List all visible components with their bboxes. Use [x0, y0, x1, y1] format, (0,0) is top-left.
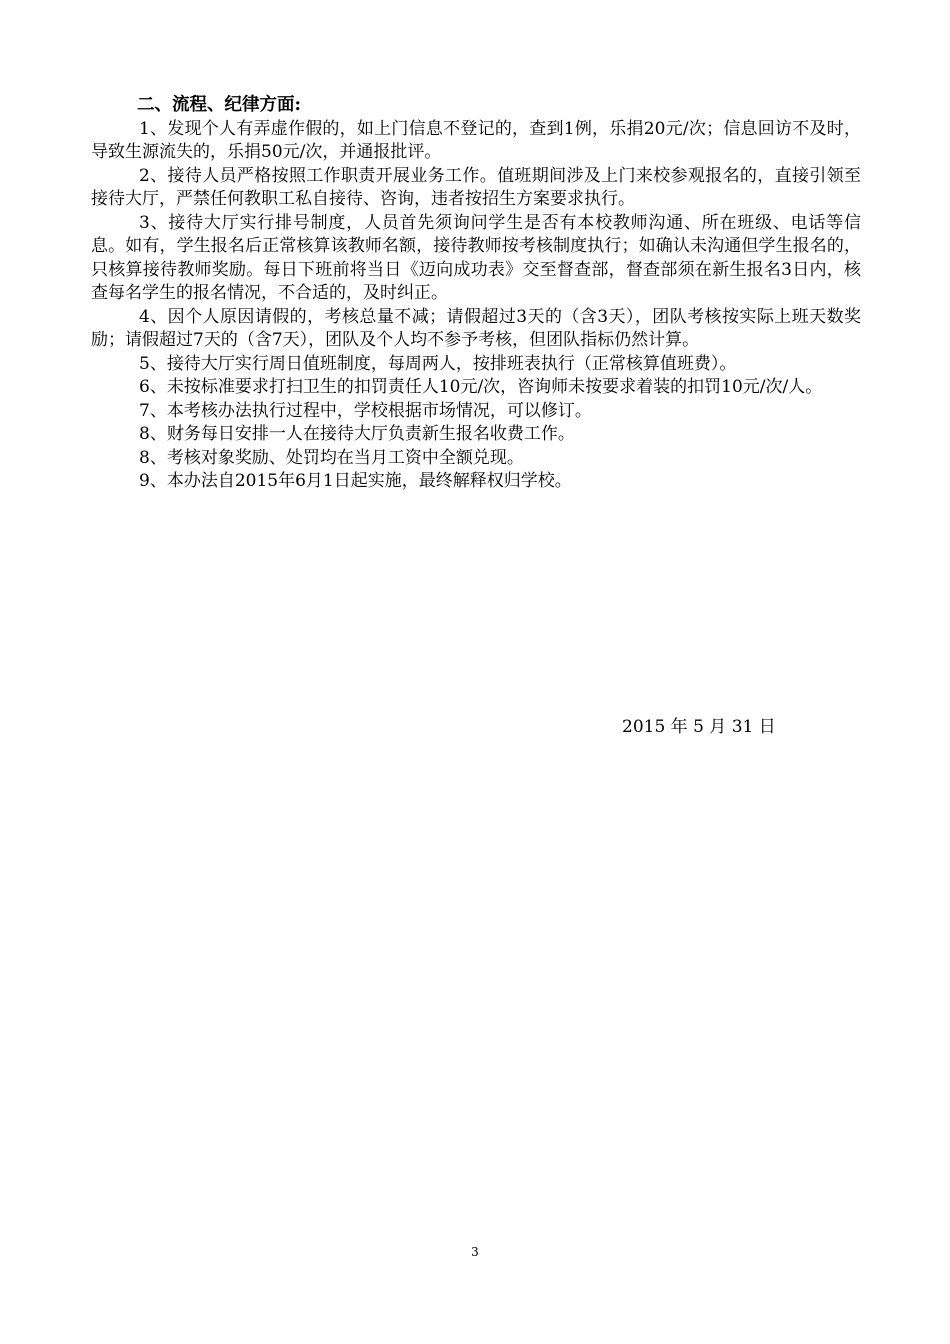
paragraph-8b: 8、考核对象奖励、处罚均在当月工资中全额兑现。: [139, 447, 524, 468]
paragraph-6: 6、未按标准要求打扫卫生的扣罚责任人10元/次，咨询师未按要求着装的扣罚10元/次/人。: [139, 377, 823, 397]
paragraph-8: 8、财务每日安排一人在接待大厅负责新生报名收费工作。: [139, 424, 575, 444]
paragraph-3: 3、接待大厅实行排号制度，人员首先须询问学生是否有本校教师沟通、所在班级、电话等信息。如有，学生报名后正常核算该教师名额，接待教师按考核制度执行；如确认未沟通但学生报名的，只核算接待教师奖励。每日下班前将当日《迈向成功表》交至督查部，督查部须在新生报名3日内，核查每名学生的报名情况，不合适的，及时纠正。: [91, 212, 861, 303]
paragraph-7: 7、本考核办法执行过程中，学校根据市场情况，可以修订。: [139, 400, 592, 421]
page-number: 3: [471, 1245, 479, 1259]
document-body: [91, 94, 861, 494]
paragraph-1: 1、发现个人有弄虚作假的，如上门信息不登记的，查到1例，乐捐20元/次；信息回访不及时，导致生源流失的，乐捐50元/次，并通报批评。: [91, 118, 861, 162]
signature-date: 2015 年 5 月 31 日: [622, 717, 776, 737]
paragraph-4: 4、因个人原因请假的，考核总量不减；请假超过3天的（含3天），团队考核按实际上班天数奖励；请假超过7天的（含7天），团队及个人均不参予考核，但团队指标仍然计算。: [91, 306, 861, 350]
paragraph-2: 2、接待人员严格按照工作职责开展业务工作。值班期间涉及上门来校参观报名的，直接引领至接待大厅，严禁任何教职工私自接待、咨询，违者按招生方案要求执行。: [91, 165, 861, 209]
paragraph-5: 5、接待大厅实行周日值班制度，每周两人，按排班表执行（正常核算值班费）。: [139, 353, 737, 374]
section-heading: 二、流程、纪律方面:: [137, 95, 301, 115]
paragraph-9: 9、本办法自2015年6月1日起实施，最终解释权归学校。: [139, 471, 572, 491]
